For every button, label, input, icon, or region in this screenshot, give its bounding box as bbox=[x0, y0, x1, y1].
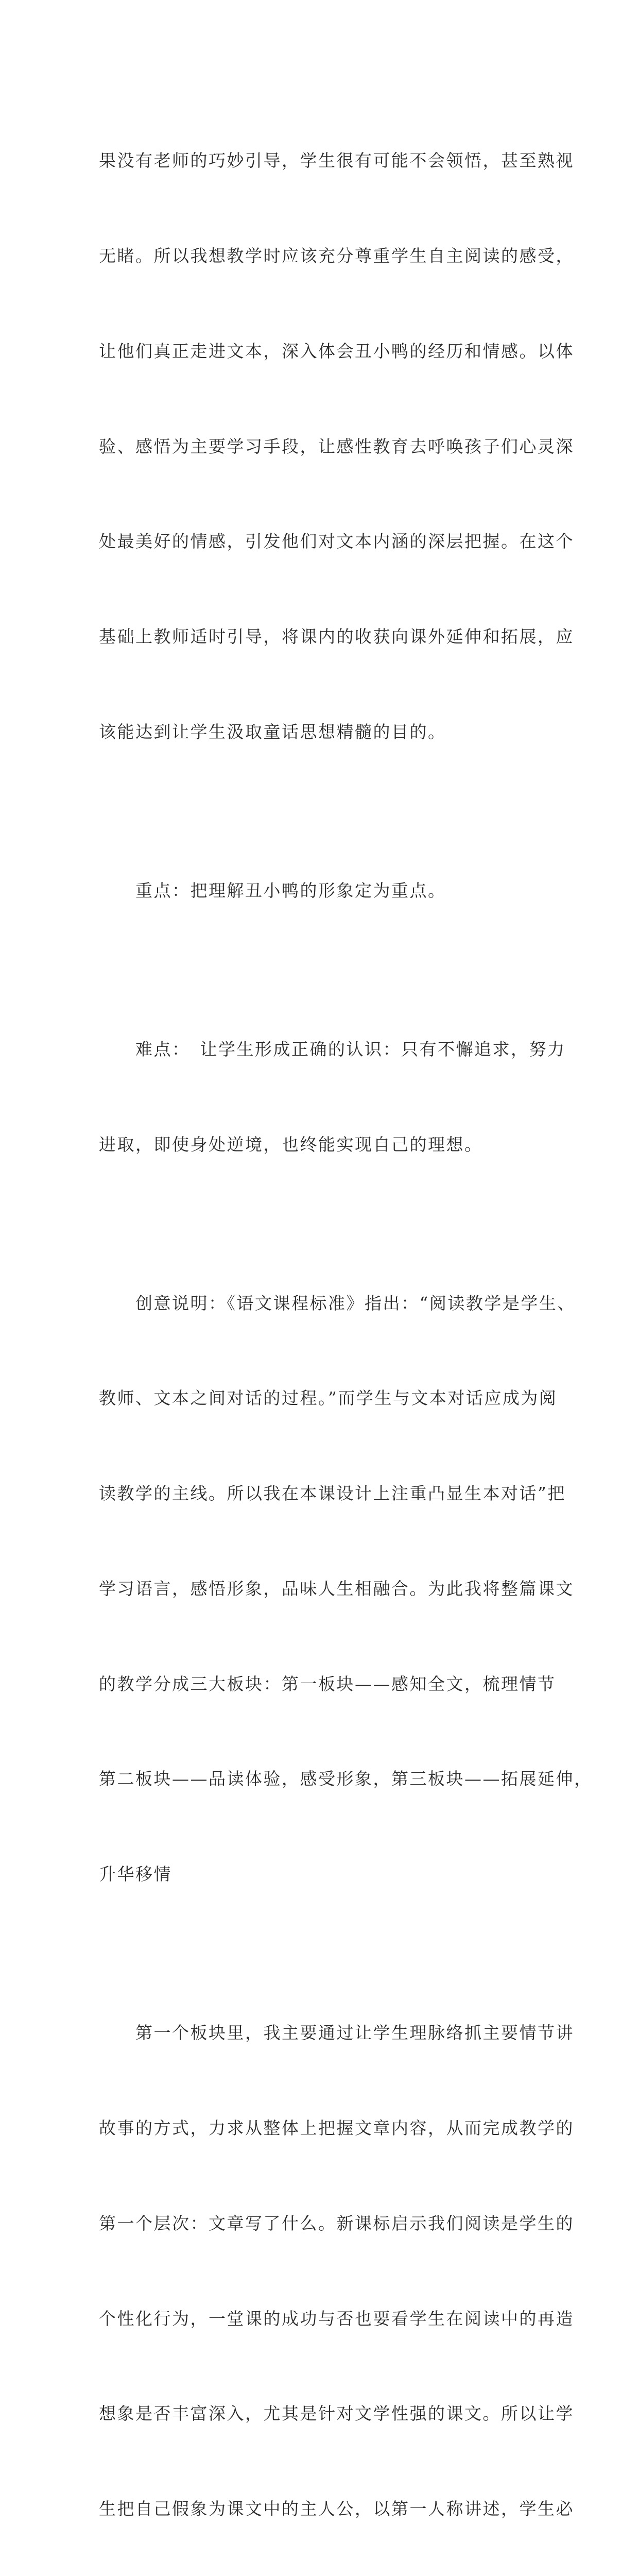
text-line: 处最美好的情感，引发他们对文本内涵的深层把握。在这个 bbox=[99, 531, 574, 552]
text-line: 的教学分成三大板块：第一板块——感知全文，梳理情节 bbox=[99, 1673, 556, 1694]
text-line: 学习语言，感悟形象，品味人生相融合。为此我将整篇课文 bbox=[99, 1578, 574, 1599]
text-line: 进取，即使身处逆境，也终能实现自己的理想。 bbox=[99, 1134, 483, 1155]
text-line: 个性化行为，一堂课的成功与否也要看学生在阅读中的再造 bbox=[99, 2308, 574, 2329]
text-line: 生把自己假象为课文中的主人公，以第一人称讲述，学生必 bbox=[99, 2499, 574, 2519]
text-line: 升华移情 bbox=[99, 1864, 172, 1885]
text-line: 果没有老师的巧妙引导，学生很有可能不会领悟，甚至熟视 bbox=[99, 150, 574, 171]
text-line: 故事的方式，力求从整体上把握文章内容，从而完成教学的 bbox=[99, 2118, 574, 2138]
text-line: 创意说明：《语文课程标准》指出：“阅读教学是学生、 bbox=[99, 1293, 576, 1313]
text-line: 想象是否丰富深入，尤其是针对文学性强的课文。所以让学 bbox=[99, 2403, 574, 2424]
text-line: 让他们真正走进文本，深入体会丑小鸭的经历和情感。以体 bbox=[99, 341, 574, 361]
paragraph-first-section bbox=[99, 1954, 574, 2576]
document-body bbox=[99, 81, 593, 2576]
text-line: 读教学的主线。所以我在本课设计上注重凸显生本对话”把 bbox=[99, 1483, 566, 1504]
text-line: 第一个层次：文章写了什么。新课标启示我们阅读是学生的 bbox=[99, 2213, 574, 2233]
text-line: 教师、文本之间对话的过程。”而学生与文本对话应成为阅 bbox=[99, 1388, 558, 1409]
text-line: 重点：把理解丑小鸭的形象定为重点。 bbox=[99, 880, 446, 901]
text-line: 第一个板块里，我主要通过让学生理脉络抓主要情节讲 bbox=[99, 2023, 574, 2043]
paragraph-intro-continuation bbox=[99, 81, 574, 811]
paragraph-design-notes bbox=[99, 1224, 593, 1954]
text-line: 基础上教师适时引导，将课内的收获向课外延伸和拓展，应 bbox=[99, 626, 574, 647]
paragraph-difficulty bbox=[99, 970, 566, 1224]
text-line: 该能达到让学生汲取童话思想精髓的目的。 bbox=[99, 721, 446, 742]
text-line: 验、感悟为主要学习手段，让感性教育去呼唤孩子们心灵深 bbox=[99, 436, 574, 456]
text-line: 难点： 让学生形成正确的认识：只有不懈追求，努力 bbox=[99, 1039, 566, 1059]
text-line: 无睹。所以我想教学时应该充分尊重学生自主阅读的感受， bbox=[99, 245, 574, 266]
text-line: 第二板块——品读体验，感受形象，第三板块——拓展延伸， bbox=[99, 1769, 593, 1789]
paragraph-key-point bbox=[99, 811, 542, 970]
